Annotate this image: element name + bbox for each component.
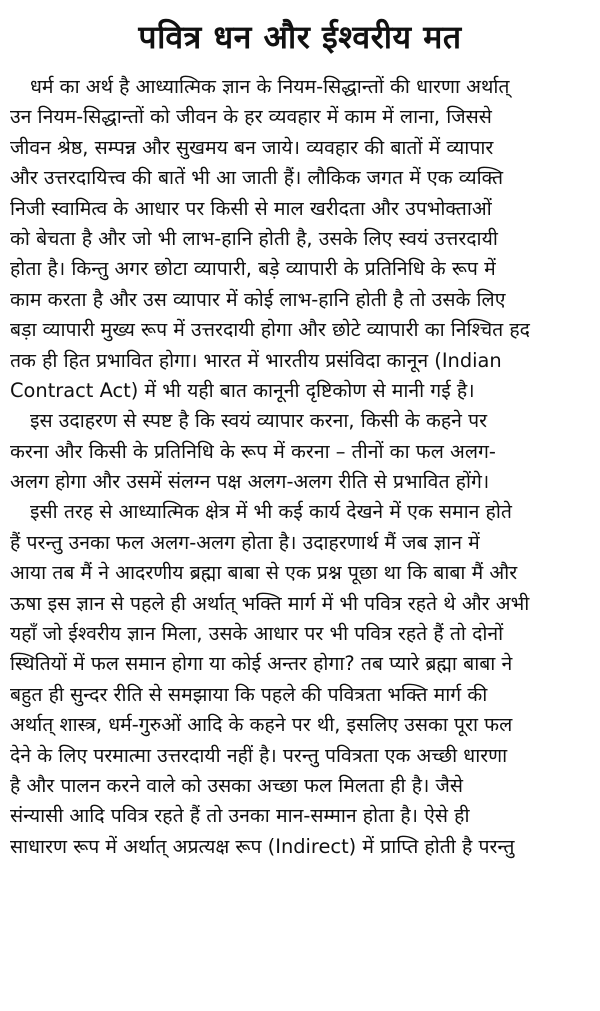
text-line: इस उदाहरण से स्पष्ट है कि स्वयं व्यापार करना, किसी के कहने पर: [30, 409, 488, 433]
text-line: है और पालन करने वाले को उसका अच्छा फल मिलता ही है। जैसे: [10, 773, 464, 797]
text-line: तक ही हित प्रभावित होगा। भारत में भारतीय प्रसंविदा कानून (Indian: [10, 348, 502, 372]
text-line: साधारण रूप में अर्थात् अप्रत्यक्ष रूप (Indirect) में प्राप्ति होती है परन्तु: [10, 834, 515, 858]
text-line: देने के लिए परमात्मा उत्तरदायी नहीं है। परन्तु पवित्रता एक अच्छी धारणा: [10, 743, 508, 767]
text-line: काम करता है और उस व्यापार में कोई लाभ-हानि होती है तो उसके लिए: [10, 287, 506, 311]
paragraph-1: [10, 72, 590, 406]
text-line: Contract Act) में भी यही बात कानूनी दृष्टिकोण से मानी गई है।: [10, 378, 475, 402]
paragraph-2: [10, 406, 590, 497]
paragraph-3: [10, 497, 590, 862]
text-line: करना और किसी के प्रतिनिधि के रूप में करना – तीनों का फल अलग-: [10, 439, 496, 463]
text-line: बहुत ही सुन्दर रीति से समझाया कि पहले की पवित्रता भक्ति मार्ग की: [10, 682, 488, 706]
text-line: ऊषा इस ज्ञान से पहले ही अर्थात् भक्ति मार्ग में भी पवित्र रहते थे और अभी: [10, 591, 530, 615]
text-line: यहाँ जो ईश्वरीय ज्ञान मिला, उसके आधार पर भी पवित्र रहते हैं तो दोनों: [10, 622, 504, 646]
body-text: [10, 72, 590, 862]
text-line: अलग होगा और उसमें संलग्न पक्ष अलग-अलग रीति से प्रभावित होंगे।: [10, 470, 490, 494]
text-line: हैं परन्तु उनका फल अलग-अलग होता है। उदाहरणार्थ मैं जब ज्ञान में: [10, 530, 480, 554]
text-line: जीवन श्रेष्ठ, सम्पन्न और सुखमय बन जाये। व्यवहार की बातों में व्यापार: [10, 135, 494, 159]
text-line: आया तब मैं ने आदरणीय ब्रह्मा बाबा से एक प्रश्न पूछा था कि बाबा मैं और: [10, 561, 518, 585]
text-line: और उत्तरदायित्त्व की बातें भी आ जाती हैं। लौकिक जगत में एक व्यक्ति: [10, 166, 504, 190]
text-line: धर्म का अर्थ है आध्यात्मिक ज्ञान के नियम-सिद्धान्तों की धारणा अर्थात्: [30, 75, 510, 98]
text-line: अर्थात् शास्त्र, धर्म-गुरुओं आदि के कहने पर थी, इसलिए उसका पूरा फल: [10, 713, 513, 737]
text-line: संन्यासी आदि पवित्र रहते हैं तो उनका मान-सम्मान होता है। ऐसे ही: [10, 804, 470, 828]
text-line: उन नियम-सिद्धान्तों को जीवन के हर व्यवहार में काम में लाना, जिससे: [10, 105, 492, 129]
text-line: इसी तरह से आध्यात्मिक क्षेत्र में भी कई कार्य देखने में एक समान होते: [30, 500, 512, 524]
text-line: होता है। किन्तु अगर छोटा व्यापारी, बड़े व्यापारी के प्रतिनिधि के रूप में: [10, 257, 496, 281]
text-line: निजी स्वामित्व के आधार पर किसी से माल खरीदता और उपभोक्ताओं: [10, 196, 492, 220]
page-title: पवित्र धन और ईश्वरीय मत: [138, 18, 462, 56]
text-line: स्थितियों में फल समान होगा या कोई अन्तर होगा? तब प्यारे ब्रह्मा बाबा ने: [10, 652, 513, 676]
text-line: को बेचता है और जो भी लाभ-हानि होती है, उसके लिए स्वयं उत्तरदायी: [10, 226, 498, 250]
text-line: बड़ा व्यापारी मुख्य रूप में उत्तरदायी होगा और छोटे व्यापारी का निश्चित हद: [10, 318, 530, 342]
